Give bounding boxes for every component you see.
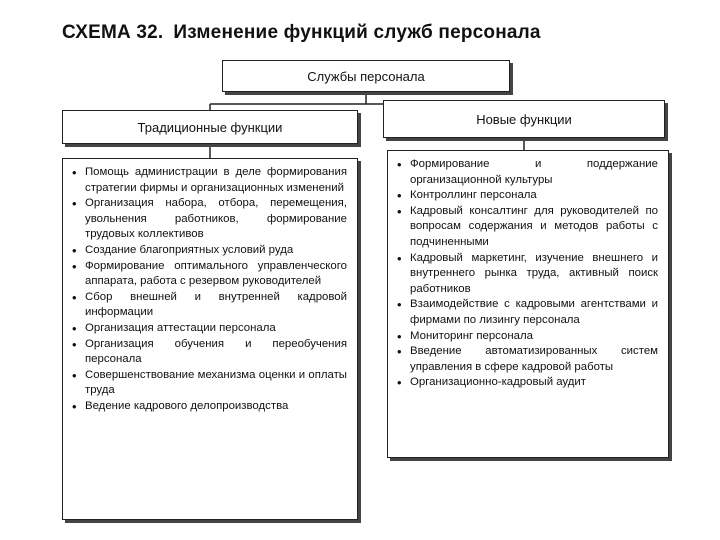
traditional-functions-box: [62, 158, 358, 520]
list-item: • Организация набора, отбора, перемещения, увольнения работников, формирование трудовых коллективов: [85, 196, 347, 243]
root-box: [222, 60, 510, 92]
new-header: Новые функции: [476, 111, 572, 127]
list-item: • Ведение кадрового делопроизводства: [85, 399, 347, 415]
diagram-number: СХЕМА 32.: [62, 22, 164, 43]
list-item: • Кадровый консалтинг для руководителей по вопросам содержания и методов работы с подчиненными: [410, 204, 658, 251]
list-item: • Организация обучения и переобучения персонала: [85, 337, 347, 368]
list-item: • Формирование оптимального управленческого аппарата, работа с резервом руководителей: [85, 259, 347, 290]
list-item: • Кадровый маркетинг, изучение внешнего и внутреннего рынка труда, активный поиск работников: [410, 251, 658, 298]
new-header-box: [383, 100, 665, 138]
list-item: • Организация аттестации персонала: [85, 321, 347, 337]
root-label: Службы персонала: [307, 68, 425, 84]
list-item: • Сбор внешней и внутренней кадровой информации: [85, 290, 347, 321]
list-item: • Совершенствование механизма оценки и оплаты труда: [85, 368, 347, 399]
list-item: • Организационно-кадровый аудит: [410, 375, 658, 391]
diagram-title: [62, 22, 541, 44]
list-item: • Контроллинг персонала: [410, 188, 658, 204]
list-item: • Создание благоприятных условий руда: [85, 243, 347, 259]
list-item: • Мониторинг персонала: [410, 329, 658, 345]
traditional-header: Традиционные функции: [137, 119, 283, 135]
traditional-header-box: [62, 110, 358, 144]
list-item: • Помощь администрации в деле формирования стратегии фирмы и организационных изменений: [85, 165, 347, 196]
list-item: • Формирование и поддержание организационной культуры: [410, 157, 658, 188]
traditional-functions-list: [63, 159, 357, 415]
list-item: • Введение автоматизированных систем управления в сфере кадровой работы: [410, 344, 658, 375]
new-functions-list: [388, 151, 668, 391]
diagram-title-text: Изменение функций служб персонала: [173, 22, 541, 43]
new-functions-box: [387, 150, 669, 458]
list-item: • Взаимодействие с кадровыми агентствами и фирмами по лизингу персонала: [410, 297, 658, 328]
